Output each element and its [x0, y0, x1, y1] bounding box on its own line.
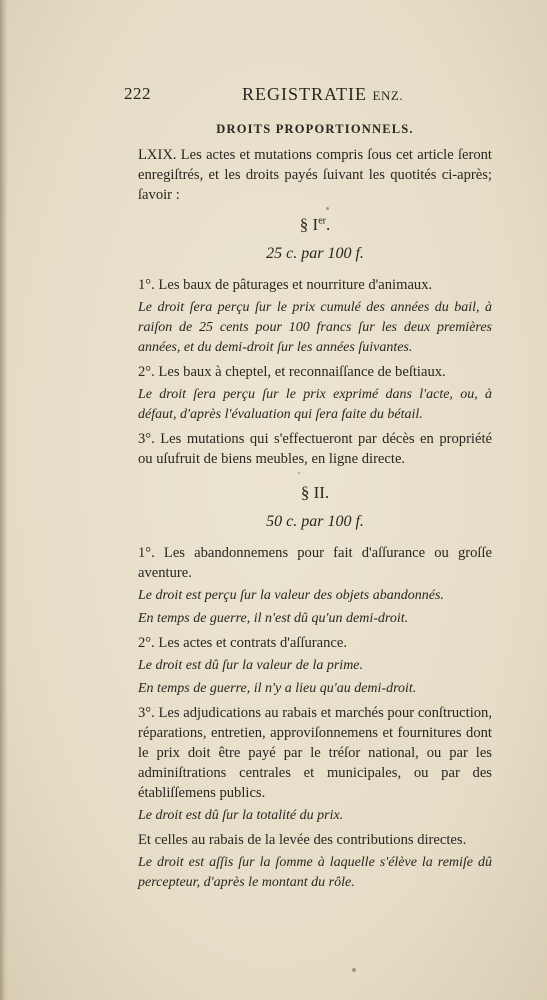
s2-item-2: 2°. Les actes et contrats d'aſſurance.: [138, 635, 348, 651]
text-block: [124, 84, 492, 893]
section-heading-1: [138, 215, 492, 235]
s2-item-1: 1°. Les abandonnemens pour fait d'aſſurance ou groſſe aventure.: [138, 545, 492, 581]
section-1-rate: 25 c. par 100 f.: [266, 245, 364, 262]
s2-item-4-note: Le droit est aſſis ſur la ſomme à laquelle s'élève la remiſe dû percepteur, d'après le montant du rôle.: [138, 855, 492, 890]
ink-spot: [326, 207, 329, 210]
s1-item-1: 1°. Les baux de pâturages et nourriture d'animaux.: [138, 277, 433, 293]
ink-spot: [298, 472, 300, 474]
page-gutter-shadow: [0, 0, 8, 1000]
running-title-main: REGISTRATIE: [242, 84, 367, 104]
s1-item-2-note: Le droit ſera perçu ſur le prix exprimé dans l'acte, ou, à défaut, d'après l'évaluation qui ſera faite du bétail.: [138, 387, 492, 422]
page-number: 222: [124, 84, 151, 103]
s2-item-3-note: Le droit est dû ſur la totalité du prix.: [138, 808, 344, 823]
s2-item-2-note-1: Le droit est dû ſur la valeur de la prime.: [138, 658, 364, 673]
section-1-symbol: § I: [299, 215, 319, 234]
section-heading-2: § II.: [300, 483, 330, 502]
ink-spot: [352, 968, 356, 972]
s1-item-3: 3°. Les mutations qui s'effectueront par décès en propriété ou uſufruit de biens meubles, en ligne directe.: [138, 431, 492, 467]
s1-item-1-note: Le droit ſera perçu ſur le prix cumulé des années du bail, à raiſon de 25 cents pour 100 francs ſur les deux premières années, et du demi-droit ſur les années ſuivantes.: [138, 300, 492, 355]
section-title: DROITS PROPORTIONNELS.: [216, 122, 414, 136]
s2-item-1-note-2: En temps de guerre, il n'est dû qu'un demi-droit.: [138, 611, 409, 626]
s2-item-1-note-1: Le droit est perçu ſur la valeur des objets abandonnés.: [138, 588, 444, 603]
s2-item-4: Et celles au rabais de la levée des contributions directes.: [138, 832, 467, 848]
running-head: [124, 84, 492, 110]
section-2-rate: 50 c. par 100 f.: [266, 513, 364, 530]
running-title: [242, 84, 403, 105]
section-1-superscript: er: [318, 215, 326, 227]
section-1-dot: .: [325, 215, 331, 234]
s1-item-2: 2°. Les baux à cheptel, et reconnaiſſance de beſtiaux.: [138, 364, 446, 380]
running-title-suffix: ENZ.: [372, 88, 404, 103]
intro-paragraph: LXIX. Les actes et mutations compris ſous cet article ſeront enregiſtrés, et les droits payés ſuivant les quotités ci-après; ſavoir :: [138, 147, 492, 203]
s2-item-2-note-2: En temps de guerre, il n'y a lieu qu'au demi-droit.: [138, 681, 417, 696]
s2-item-3: 3°. Les adjudications au rabais et marchés pour conſtruction, réparations, entretien, approviſonnemens et fournitures dont le prix doit être payé par le tréſor national, ou par les adminiſtrations centrales et municipales, ou par des établiſſemens publics.: [138, 705, 492, 801]
